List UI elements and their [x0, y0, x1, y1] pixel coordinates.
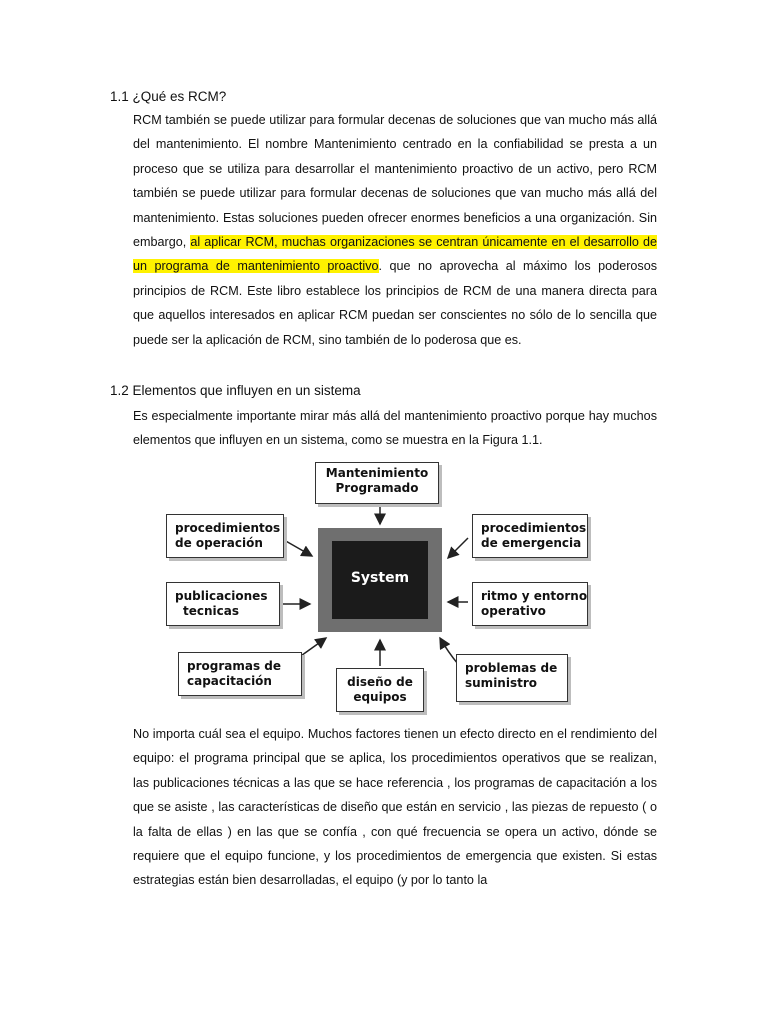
paragraph-text: RCM también se puede utilizar para formular decenas de soluciones que van mucho más allá del mantenimiento. El nombre Mantenimiento centrado en la confiabilidad se presta a un proceso que se utiliza para desarrollar el mantenimiento proactivo de un activo, pero RCM también se puede utilizar para formular decenas de soluciones que van mucho más allá del mantenimiento. Estas soluciones pueden ofrecer enormes beneficios a una organización. Sin embargo,	[133, 113, 657, 250]
highlighted-text: al aplicar RCM, muchas organizaciones se centran únicamente en el desarrollo de un programa de mantenimiento proactivo	[133, 235, 658, 274]
system-block	[318, 528, 442, 632]
box-ritmo-entorno: ritmo y entorno operativo	[472, 582, 588, 626]
arrow-top-left	[284, 540, 312, 556]
arrow-top-right	[448, 538, 468, 558]
box-procedimientos-emergencia: procedimientos de emergencia	[472, 514, 588, 558]
paragraph-rcm-intro	[133, 108, 657, 352]
section-heading-what-is-rcm: 1.1 ¿Qué es RCM?	[110, 89, 227, 104]
arrow-bottom-left	[298, 638, 326, 658]
system-label: System	[350, 570, 410, 586]
section-heading-elements: 1.2 Elementos que influyen en un sistema	[110, 383, 361, 398]
figure-system-elements	[160, 458, 596, 712]
paragraph-text-continued: . que no aprovecha al máximo los poderosos principios de RCM. Este libro establece los principios de RCM de una manera directa para que aquellos interesados en aplicar RCM puedan ser conscientes no sólo de lo sencilla que puede ser la aplicación de RCM, sino también de lo poderosa que es.	[133, 259, 657, 347]
box-mantenimiento-programado: Mantenimiento Programado	[315, 462, 439, 504]
box-procedimientos-operacion: procedimientos de operación	[166, 514, 284, 558]
box-publicaciones-tecnicas: publicaciones tecnicas	[166, 582, 280, 626]
box-programas-capacitacion: programas de capacitación	[178, 652, 302, 696]
box-diseno-equipos: diseño de equipos	[336, 668, 424, 712]
box-problemas-suministro: problemas de suministro	[456, 654, 568, 702]
paragraph-equipment-factors: No importa cuál sea el equipo. Muchos factores tienen un efecto directo en el rendimiento del equipo: el programa principal que se aplica, los procedimientos operativos que se realizan, las publicaciones técnicas a las que se hace referencia , los programas de capacitación a los que se asiste , las características de diseño que están en servicio , las piezas de repuesto ( o la falta de ellas ) en las que se confía , con qué frecuencia se opera un activo, dónde se requiere que el equipo funcione, y los procedimientos de emergencia que existen. Si estas estrategias están bien desarrolladas, el equipo (y por lo tanto la	[133, 727, 657, 888]
paragraph-elements: Es especialmente importante mirar más allá del mantenimiento proactivo porque hay muchos elementos que influyen en un sistema, como se muestra en la Figura 1.1.	[133, 409, 657, 448]
